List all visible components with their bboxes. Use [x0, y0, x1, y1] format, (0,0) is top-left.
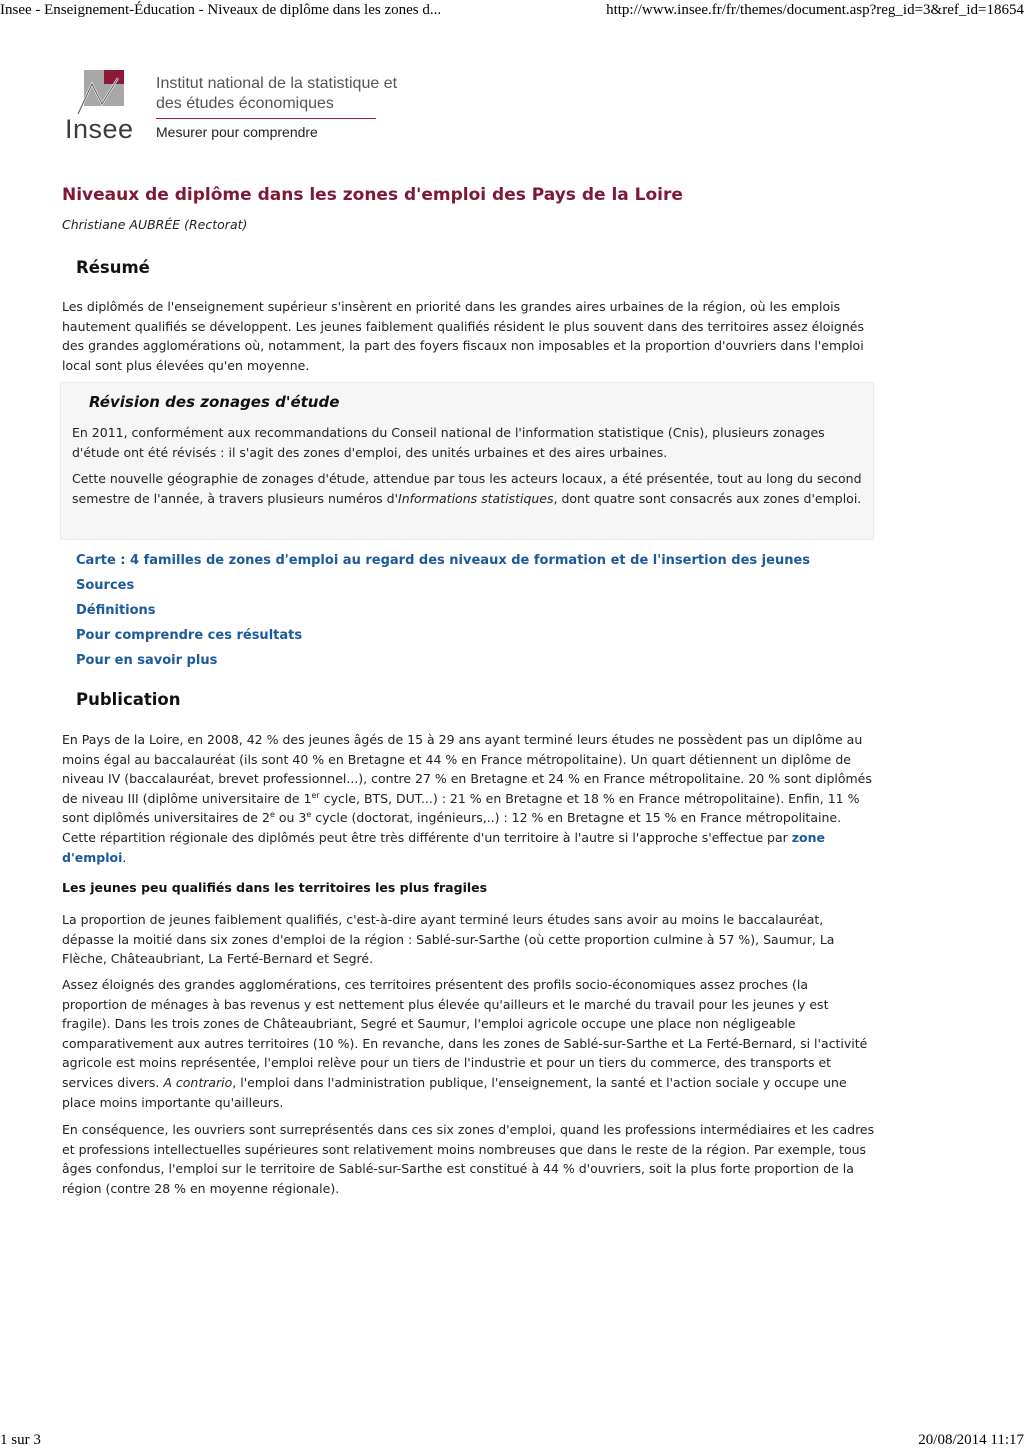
article-title: Niveaux de diplôme dans les zones d'emploi des Pays de la Loire — [62, 185, 683, 205]
print-header-title: Insee - Enseignement-Éducation - Niveaux de diplôme dans les zones d... — [0, 2, 442, 18]
print-header — [0, 0, 1024, 22]
revision-box-title: Révision des zonages d'étude — [89, 393, 340, 411]
print-header-url: http://www.insee.fr/fr/themes/document.asp?reg_id=3&ref_id=18654 — [606, 2, 1024, 18]
institute-name: Institut national de la statistique et des études économiques — [156, 75, 398, 112]
publication-paragraph-3: Assez éloignés des grandes agglomérations, ces territoires présentent des profils socio-économiques assez proches (la proportion de ménages à bas revenus y est nettement plus élevée qu'ailleurs et le marché du travail pour les jeunes y est fragile). Dans les trois zones de Châteaubriant, Segré et Saumur, l'emploi agricole occupe une place non négligeable comparativement aux autres territoires (10 %). En revanche, dans les zones de Sablé-sur-Sarthe et La Ferté-Bernard, si l'activité agricole est moins représentée, l'emploi relève pour un tiers de l'industrie et pour un tiers du commerce, des transports et services divers. A contrario, l'emploi dans l'administration publique, l'enseignement, la santé et l'action sociale y occupe une place moins importante qu'ailleurs. — [62, 977, 868, 1110]
publication-paragraph-2: La proportion de jeunes faiblement qualifiés, c'est-à-dire ayant terminé leurs études sans avoir au moins le baccalauréat, dépasse la moitié dans six zones d'emploi de la région : Sablé-sur-Sarthe (où cette proportion culmine à 57 %), Saumur, La Flèche, Châteaubriant, La Ferté-Bernard et Segré. — [62, 912, 835, 967]
link-zone-emploi[interactable]: zone d'emploi — [62, 829, 825, 865]
logo-slogan: Mesurer pour comprendre — [156, 124, 318, 140]
print-footer — [0, 1430, 1024, 1450]
link-sources[interactable]: Sources — [76, 578, 135, 593]
revision-box — [60, 382, 874, 540]
resume-heading: Résumé — [76, 258, 150, 277]
insee-logo-mark-icon — [72, 70, 126, 120]
section-subheading: Les jeunes peu qualifiés dans les territoires les plus fragiles — [62, 880, 488, 895]
insee-logo[interactable] — [64, 68, 424, 146]
revision-box-paragraph-2: Cette nouvelle géographie de zonages d'étude, attendue par tous les acteurs locaux, a été présentée, tout au long du second semestre de l'année, à travers plusieurs numéros d'Informations statistiques, dont quatre sont consacrés aux zones d'emploi. — [72, 471, 862, 506]
logo-divider — [156, 118, 376, 119]
link-pour-en-savoir-plus[interactable]: Pour en savoir plus — [76, 653, 218, 668]
resume-text: Les diplômés de l'enseignement supérieur s'insèrent en priorité dans les grandes aires urbaines de la région, où les emplois hautement qualifiés se développent. Les jeunes faiblement qualifiés résident le plus souvent dans des territoires assez éloignés des grandes agglomérations où, notamment, la part des foyers fiscaux non imposables et la proportion d'ouvriers dans l'emploi local sont plus élevées qu'en moyenne. — [62, 299, 864, 373]
article-author: Christiane AUBRÉE (Rectorat) — [62, 217, 248, 232]
print-footer-datetime: 20/08/2014 11:17 — [918, 1432, 1024, 1448]
link-pour-comprendre[interactable]: Pour comprendre ces résultats — [76, 628, 303, 643]
link-carte[interactable]: Carte : 4 familles de zones d'emploi au regard des niveaux de formation et de l'insertion des jeunes — [76, 553, 811, 568]
publication-paragraph-4: En conséquence, les ouvriers sont surreprésentés dans ces six zones d'emploi, quand les professions intermédiaires et les cadres et professions intellectuelles supérieures sont relativement moins nombreuses que dans le reste de la région. Par exemple, tous âges confondus, l'emploi sur le territoire de Sablé-sur-Sarthe est constitué à 44 % d'ouvriers, soit la plus forte proportion de la région (contre 28 % en moyenne régionale). — [62, 1122, 875, 1196]
insee-logo-wordmark: Insee — [65, 114, 134, 144]
related-links — [76, 551, 810, 676]
publication-paragraph-1: En Pays de la Loire, en 2008, 42 % des jeunes âgés de 15 à 29 ans ayant terminé leurs études ne possèdent pas un diplôme au moins égal au baccalauréat (ils sont 40 % en Bretagne et 44 % en France métropolitaine). Un quart détiennent un diplôme de niveau IV (baccalauréat, brevet professionnel...), contre 27 % en Bretagne et 24 % en France métropolitaine. 20 % sont diplômés de niveau III (diplôme universitaire de 1er cycle, BTS, DUT...) : 21 % en Bretagne et 18 % en France métropolitaine). Enfin, 11 % sont diplômés universitaires de 2e ou 3e cycle (doctorat, ingénieurs,..) : 12 % en Bretagne et 15 % en France métropolitaine. Cette répartition régionale des diplômés peut être très différente d'un territoire à l'autre si l'approche s'effectue par zone d'emploi. — [62, 732, 872, 865]
print-footer-page: 1 sur 3 — [0, 1432, 41, 1448]
link-definitions[interactable]: Définitions — [76, 603, 156, 618]
publication-heading: Publication — [76, 690, 181, 709]
revision-box-paragraph-1: En 2011, conformément aux recommandations du Conseil national de l'information statistique (Cnis), plusieurs zonages d'étude ont été révisés : il s'agit des zones d'emploi, des unités urbaines et des aires urbaines. — [72, 425, 825, 460]
